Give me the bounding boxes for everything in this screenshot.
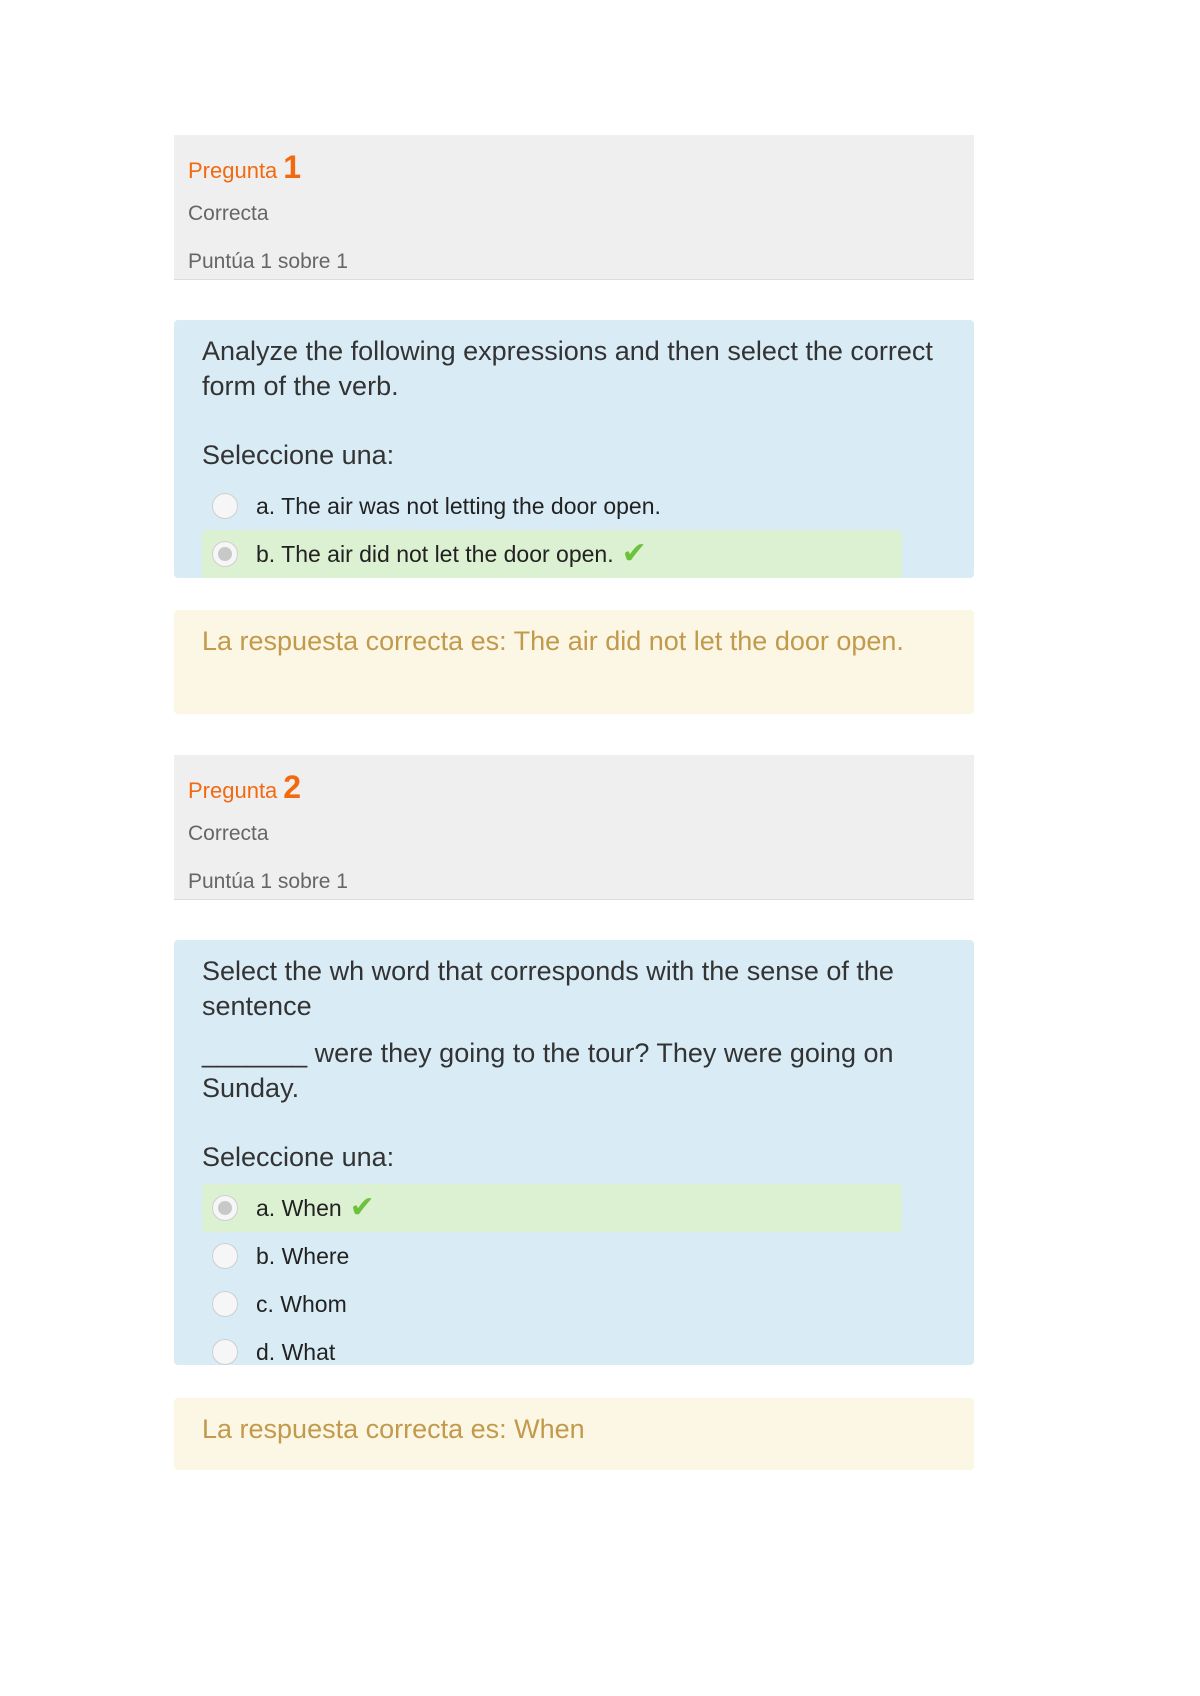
question-text-paragraph: _______ were they going to the tour? They were going on Sunday.	[202, 1038, 894, 1103]
question-text-paragraph: Select the wh word that corresponds with the sense of the sentence	[202, 956, 894, 1021]
check-icon: ✔	[349, 1190, 375, 1225]
answer-option[interactable]	[202, 1280, 902, 1328]
question-state: Correcta	[188, 202, 269, 225]
answer-option-label: a. When	[256, 1194, 342, 1221]
question-number	[188, 149, 960, 185]
question-label: Pregunta	[188, 778, 278, 803]
right-answer-text: La respuesta correcta es: The air did not let the door open.	[202, 626, 904, 656]
right-answer-text: La respuesta correcta es: When	[202, 1414, 585, 1444]
question-text	[202, 334, 946, 404]
answer-option[interactable]	[202, 1328, 902, 1376]
question-grade: Puntúa 1 sobre 1	[188, 250, 348, 273]
answer-option-label: b. Where	[256, 1242, 350, 1269]
radio-icon[interactable]	[212, 1243, 238, 1269]
question-grade: Puntúa 1 sobre 1	[188, 870, 348, 893]
radio-icon[interactable]	[212, 1195, 238, 1221]
question-number-value: 2	[283, 769, 302, 805]
question-number-value: 1	[283, 149, 302, 185]
answer-option[interactable]	[202, 1232, 902, 1280]
answer-options	[202, 1184, 902, 1376]
answer-option-label: c. Whom	[256, 1290, 347, 1317]
feedback-box	[174, 610, 974, 714]
answer-option[interactable]	[202, 482, 902, 530]
answer-prompt: Seleccione una:	[202, 1142, 395, 1172]
answer-prompt: Seleccione una:	[202, 440, 395, 470]
question-label: Pregunta	[188, 158, 278, 183]
check-icon: ✔	[621, 536, 647, 571]
question-text-paragraph: Analyze the following expressions and then select the correct form of the verb.	[202, 336, 933, 401]
feedback-box	[174, 1398, 974, 1470]
question-formulation	[174, 940, 974, 1365]
radio-icon[interactable]	[212, 493, 238, 519]
answer-option-correct[interactable]	[202, 1184, 902, 1232]
answer-option-correct[interactable]	[202, 530, 902, 578]
question-state: Correcta	[188, 822, 269, 845]
answer-option-label: a. The air was not letting the door open.	[256, 492, 661, 519]
question-formulation	[174, 320, 974, 578]
radio-icon[interactable]	[212, 1291, 238, 1317]
question-info	[174, 135, 974, 280]
question-number	[188, 769, 960, 805]
question-text	[202, 954, 946, 1106]
question-info	[174, 755, 974, 900]
answer-option-label: b. The air did not let the door open.	[256, 540, 614, 567]
answer-options	[202, 482, 902, 578]
radio-icon[interactable]	[212, 541, 238, 567]
answer-option-label: d. What	[256, 1338, 336, 1365]
radio-icon[interactable]	[212, 1339, 238, 1365]
